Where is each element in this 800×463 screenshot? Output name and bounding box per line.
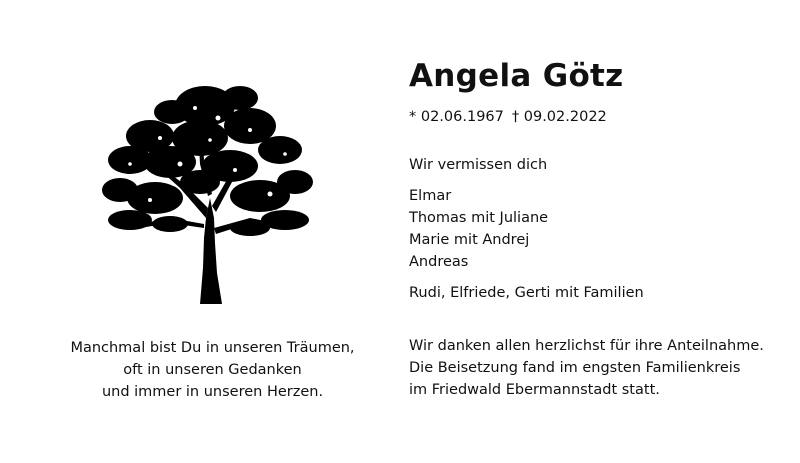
- death-date: 09.02.2022: [523, 109, 607, 125]
- tree-silhouette-icon: [100, 78, 315, 304]
- thanks-note: [409, 335, 764, 401]
- relatives: Rudi, Elfriede, Gerti mit Familien: [409, 285, 644, 301]
- family-member: Thomas mit Juliane: [409, 210, 549, 226]
- family-list: [409, 185, 548, 273]
- quote-line: und immer in unseren Herzen.: [101, 384, 324, 400]
- family-member: Elmar: [409, 188, 452, 204]
- birth-date: 02.06.1967: [420, 109, 504, 125]
- message: Wir vermissen dich: [409, 157, 548, 173]
- birth-symbol: *: [409, 109, 417, 125]
- memorial-quote: [60, 337, 365, 403]
- life-dates: [409, 109, 607, 125]
- thanks-line: Wir danken allen herzlichst für ihre Anteilnahme.: [409, 338, 764, 354]
- death-symbol: †: [511, 109, 520, 125]
- deceased-name: Angela Götz: [409, 58, 624, 94]
- thanks-line: Die Beisetzung fand im engsten Familienkreis: [409, 360, 741, 376]
- family-member: Andreas: [409, 254, 469, 270]
- quote-line: Manchmal bist Du in unseren Träumen,: [70, 340, 355, 356]
- quote-line: oft in unseren Gedanken: [123, 362, 302, 378]
- thanks-line: im Friedwald Ebermannstadt statt.: [409, 382, 660, 398]
- family-member: Marie mit Andrej: [409, 232, 530, 248]
